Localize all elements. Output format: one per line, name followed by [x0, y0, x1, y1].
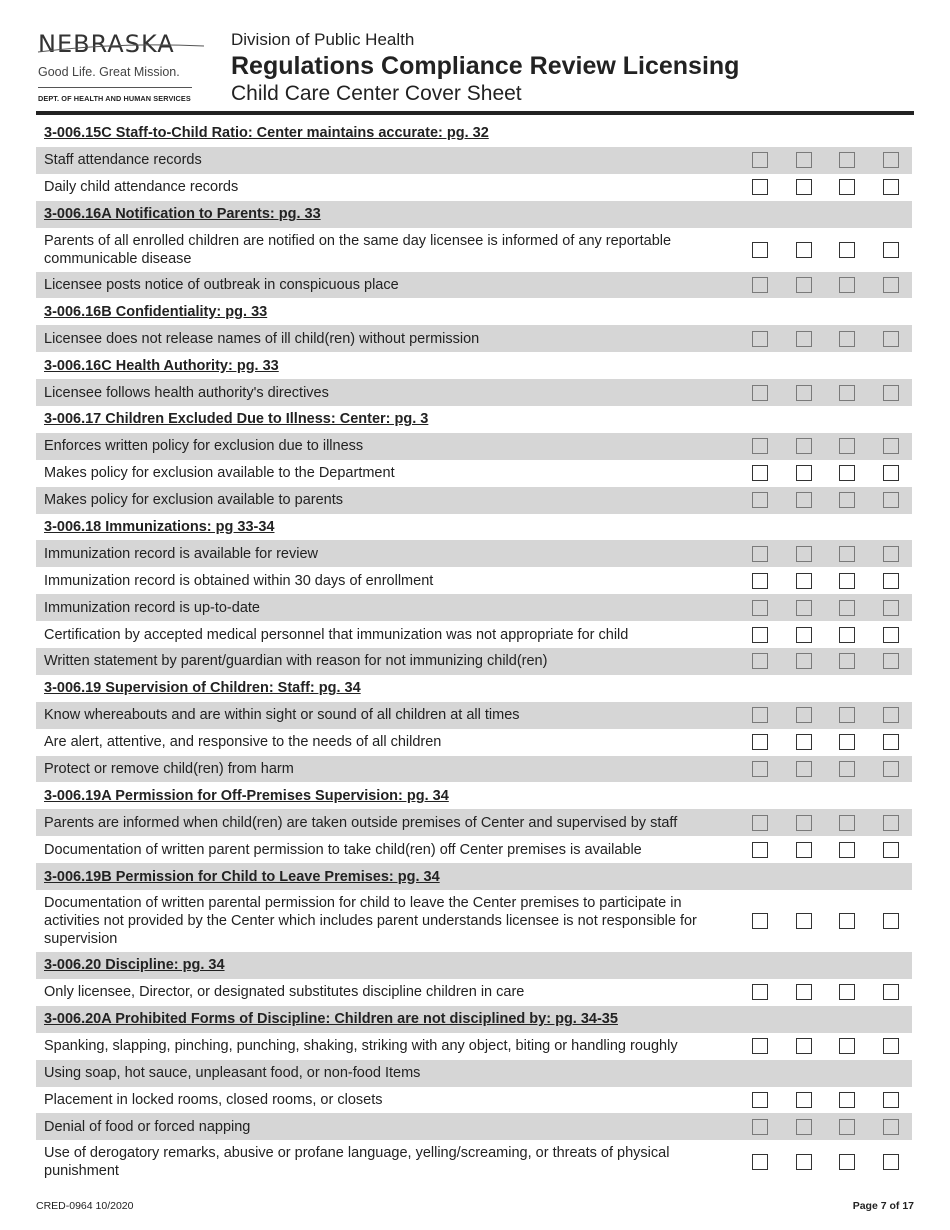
requirement-text: Spanking, slapping, pinching, punching, shaking, striking with any object, biting or handling roughly: [44, 1038, 678, 1055]
compliance-checkbox-4[interactable]: [883, 546, 899, 562]
compliance-checkbox-2[interactable]: [796, 984, 812, 1000]
section-heading: 3-006.19 Supervision of Children: Staff: pg. 34: [44, 680, 361, 697]
compliance-checkbox-1[interactable]: [752, 984, 768, 1000]
compliance-checkbox-1[interactable]: [752, 600, 768, 616]
compliance-checkbox-3[interactable]: [839, 573, 855, 589]
section-heading: 3-006.19A Permission for Off-Premises Supervision: pg. 34: [44, 787, 449, 804]
logo-department: DEPT. OF HEALTH AND HUMAN SERVICES: [38, 94, 191, 103]
section-heading: 3-006.16B Confidentiality: pg. 33: [44, 303, 268, 320]
section-heading: 3-006.16C Health Authority: pg. 33: [44, 357, 279, 374]
compliance-checkbox-1[interactable]: [752, 242, 768, 258]
compliance-checkbox-1[interactable]: [752, 1119, 768, 1135]
requirement-text: Immunization record is up-to-date: [44, 599, 260, 616]
compliance-checkbox-4[interactable]: [883, 465, 899, 481]
compliance-checkbox-2[interactable]: [796, 573, 812, 589]
checkbox-group: [752, 621, 926, 648]
compliance-checkbox-3[interactable]: [839, 438, 855, 454]
compliance-checkbox-1[interactable]: [752, 277, 768, 293]
compliance-checkbox-3[interactable]: [839, 331, 855, 347]
checkbox-group: [752, 890, 926, 952]
compliance-checkbox-1[interactable]: [752, 815, 768, 831]
compliance-checkbox-4[interactable]: [883, 761, 899, 777]
page-title: Regulations Compliance Review Licensing: [231, 52, 740, 80]
section-heading: 3-006.15C Staff-to-Child Ratio: Center maintains accurate: pg. 32: [44, 125, 489, 142]
compliance-checkbox-3[interactable]: [839, 546, 855, 562]
compliance-checkbox-2[interactable]: [796, 600, 812, 616]
compliance-checkbox-2[interactable]: [796, 438, 812, 454]
requirement-text: Licensee posts notice of outbreak in conspicuous place: [44, 277, 399, 293]
checklist-row: [36, 228, 912, 272]
compliance-checkbox-1[interactable]: [752, 1038, 768, 1054]
section-heading-row: [36, 952, 912, 979]
compliance-checkbox-3[interactable]: [839, 842, 855, 858]
requirement-text: Immunization record is available for review: [44, 545, 318, 562]
section-heading-row: [36, 406, 912, 433]
compliance-checkbox-1[interactable]: [752, 438, 768, 454]
logo-wordmark: NEBRASKA: [38, 30, 175, 58]
checklist-row: [36, 567, 912, 594]
checklist-row: [36, 174, 912, 201]
compliance-checkbox-4[interactable]: [883, 242, 899, 258]
compliance-checkbox-1[interactable]: [752, 573, 768, 589]
compliance-checkbox-2[interactable]: [796, 331, 812, 347]
compliance-checkbox-1[interactable]: [752, 913, 768, 929]
compliance-checkbox-3[interactable]: [839, 492, 855, 508]
compliance-checkbox-4[interactable]: [883, 653, 899, 669]
checklist-row: [36, 1113, 912, 1140]
section-heading: 3-006.16A Notification to Parents: pg. 33: [44, 206, 321, 223]
compliance-checkbox-1[interactable]: [752, 492, 768, 508]
checkbox-group: [752, 228, 926, 272]
checkbox-group: [752, 1140, 926, 1184]
compliance-checkbox-3[interactable]: [839, 627, 855, 643]
requirement-text: Licensee does not release names of ill child(ren) without permission: [44, 330, 480, 347]
checklist-row: [36, 648, 912, 675]
compliance-checkbox-3[interactable]: [839, 761, 855, 777]
header-text: [231, 30, 739, 107]
checklist-row: [36, 809, 912, 836]
compliance-checkbox-4[interactable]: [883, 707, 899, 723]
requirement-text: Only licensee, Director, or designated substitutes discipline children in care: [44, 984, 525, 1001]
section-heading-row: [36, 352, 912, 379]
compliance-checkbox-4[interactable]: [883, 152, 899, 168]
checkbox-group: [752, 809, 926, 836]
requirement-text: Placement in locked rooms, closed rooms, or closets: [44, 1091, 383, 1108]
compliance-checkbox-2[interactable]: [796, 385, 812, 401]
compliance-checkbox-3[interactable]: [839, 707, 855, 723]
checkbox-group: [752, 594, 926, 621]
requirement-text: Certification by accepted medical personnel that immunization was not appropriate for child: [44, 626, 629, 643]
compliance-checkbox-4[interactable]: [883, 1154, 899, 1170]
compliance-checkbox-4[interactable]: [883, 331, 899, 347]
compliance-checkbox-2[interactable]: [796, 179, 812, 195]
checkbox-group: [752, 325, 926, 352]
compliance-checkbox-2[interactable]: [796, 242, 812, 258]
section-heading-row: [36, 514, 912, 541]
compliance-checkbox-2[interactable]: [796, 277, 812, 293]
checklist-row: [36, 487, 912, 514]
checklist-row: [36, 272, 912, 299]
compliance-checkbox-1[interactable]: [752, 707, 768, 723]
compliance-checkbox-1[interactable]: [752, 331, 768, 347]
compliance-checkbox-3[interactable]: [839, 152, 855, 168]
compliance-checkbox-4[interactable]: [883, 984, 899, 1000]
compliance-checkbox-3[interactable]: [839, 1092, 855, 1108]
checkbox-group: [752, 1113, 926, 1140]
checklist-row: [36, 979, 912, 1006]
checklist-row: [36, 460, 912, 487]
compliance-checkbox-3[interactable]: [839, 815, 855, 831]
compliance-checkbox-1[interactable]: [752, 546, 768, 562]
compliance-checkbox-1[interactable]: [752, 465, 768, 481]
section-heading: 3-006.20 Discipline: pg. 34: [44, 957, 225, 974]
compliance-checkbox-2[interactable]: [796, 815, 812, 831]
compliance-checkbox-4[interactable]: [883, 913, 899, 929]
checkbox-group: [752, 1087, 926, 1114]
section-heading: 3-006.18 Immunizations: pg 33-34: [44, 519, 275, 536]
page-header: [36, 28, 914, 112]
section-heading-row: [36, 1006, 912, 1033]
requirement-text: Documentation of written parental permission for child to leave the Center premises to participate in activities not provided by the Center which includes parent understands licensee is not responsible for supervision: [44, 895, 697, 948]
requirement-text: Makes policy for exclusion available to parents: [44, 492, 344, 509]
section-heading-row: [36, 298, 912, 325]
checkbox-group: [752, 487, 926, 514]
checkbox-group: [752, 379, 926, 406]
requirement-text: Enforces written policy for exclusion due to illness: [44, 438, 364, 455]
compliance-checkbox-1[interactable]: [752, 1092, 768, 1108]
checklist-row: [36, 594, 912, 621]
compliance-checkbox-4[interactable]: [883, 492, 899, 508]
requirement-text: Using soap, hot sauce, unpleasant food, or non-food Items: [44, 1065, 421, 1082]
checklist-row: [36, 433, 912, 460]
section-heading-row: [36, 782, 912, 809]
compliance-checkbox-2[interactable]: [796, 1038, 812, 1054]
checklist-row: [36, 890, 912, 952]
checkbox-group: [752, 272, 926, 299]
checklist-row: [36, 621, 912, 648]
compliance-checkbox-3[interactable]: [839, 465, 855, 481]
compliance-checkbox-4[interactable]: [883, 179, 899, 195]
compliance-checkbox-4[interactable]: [883, 1038, 899, 1054]
compliance-checkbox-2[interactable]: [796, 653, 812, 669]
compliance-checkbox-1[interactable]: [752, 761, 768, 777]
compliance-checkbox-4[interactable]: [883, 573, 899, 589]
compliance-checkbox-2[interactable]: [796, 707, 812, 723]
checkbox-group: [752, 729, 926, 756]
checklist-row: [36, 1087, 912, 1114]
section-heading-row: [36, 201, 912, 228]
checkbox-group: [752, 174, 926, 201]
compliance-checkbox-3[interactable]: [839, 242, 855, 258]
compliance-checkbox-3[interactable]: [839, 984, 855, 1000]
checkbox-group: [752, 567, 926, 594]
compliance-checkbox-1[interactable]: [752, 627, 768, 643]
requirement-text: Documentation of written parent permission to take child(ren) off Center premises is available: [44, 841, 642, 858]
compliance-checkbox-1[interactable]: [752, 1154, 768, 1170]
section-heading: 3-006.20A Prohibited Forms of Discipline: Children are not disciplined by: pg. 34-35: [44, 1011, 618, 1028]
compliance-checkbox-4[interactable]: [883, 600, 899, 616]
requirement-text: Denial of food or forced napping: [44, 1118, 251, 1135]
compliance-checkbox-4[interactable]: [883, 734, 899, 750]
section-heading: 3-006.19B Permission for Child to Leave Premises: pg. 34: [44, 868, 440, 885]
checkbox-group: [752, 702, 926, 729]
requirement-text: Daily child attendance records: [44, 179, 239, 196]
logo-tagline: Good Life. Great Mission.: [38, 65, 180, 79]
logo-divider: [38, 87, 192, 88]
compliance-checkbox-4[interactable]: [883, 1092, 899, 1108]
checklist-row: [36, 1140, 912, 1184]
requirement-text: Know whereabouts and are within sight or sound of all children at all times: [44, 707, 520, 724]
compliance-checkbox-4[interactable]: [883, 385, 899, 401]
checklist-table: [36, 120, 912, 1184]
compliance-checkbox-4[interactable]: [883, 1119, 899, 1135]
checkbox-group: [752, 1033, 926, 1060]
compliance-checkbox-2[interactable]: [796, 1092, 812, 1108]
compliance-checkbox-2[interactable]: [796, 465, 812, 481]
requirement-text: Written statement by parent/guardian with reason for not immunizing child(ren): [44, 653, 548, 670]
checkbox-group: [752, 147, 926, 174]
compliance-checkbox-2[interactable]: [796, 492, 812, 508]
checkbox-group: [752, 836, 926, 863]
compliance-checkbox-4[interactable]: [883, 277, 899, 293]
checklist-row: [36, 836, 912, 863]
checklist-row: [36, 1060, 912, 1087]
compliance-checkbox-3[interactable]: [839, 1119, 855, 1135]
section-heading-row: [36, 863, 912, 890]
checklist-row: [36, 147, 912, 174]
compliance-checkbox-1[interactable]: [752, 179, 768, 195]
requirement-text: Protect or remove child(ren) from harm: [44, 761, 294, 778]
checklist-row: [36, 702, 912, 729]
compliance-checkbox-4[interactable]: [883, 815, 899, 831]
requirement-text: Immunization record is obtained within 30 days of enrollment: [44, 572, 434, 589]
header-rule: [36, 111, 914, 115]
checkbox-group: [752, 460, 926, 487]
compliance-checkbox-4[interactable]: [883, 627, 899, 643]
compliance-checkbox-3[interactable]: [839, 277, 855, 293]
checkbox-group: [752, 756, 926, 783]
compliance-checkbox-2[interactable]: [796, 842, 812, 858]
nebraska-dhhs-logo: [36, 28, 206, 108]
requirement-text: Parents are informed when child(ren) are taken outside premises of Center and supervised by staff: [44, 814, 678, 831]
requirement-text: Licensee follows health authority's directives: [44, 384, 329, 401]
compliance-checkbox-1[interactable]: [752, 385, 768, 401]
section-heading-row: [36, 675, 912, 702]
checklist-row: [36, 729, 912, 756]
compliance-checkbox-2[interactable]: [796, 761, 812, 777]
compliance-checkbox-3[interactable]: [839, 734, 855, 750]
compliance-checkbox-3[interactable]: [839, 385, 855, 401]
compliance-checkbox-1[interactable]: [752, 152, 768, 168]
checkbox-group: [752, 979, 926, 1006]
requirement-text: Use of derogatory remarks, abusive or profane language, yelling/screaming, or threats of physical punishment: [44, 1145, 670, 1180]
checklist-row: [36, 756, 912, 783]
compliance-checkbox-2[interactable]: [796, 152, 812, 168]
checkbox-group: [752, 433, 926, 460]
checklist-row: [36, 379, 912, 406]
compliance-checkbox-2[interactable]: [796, 546, 812, 562]
compliance-checkbox-2[interactable]: [796, 1154, 812, 1170]
compliance-checkbox-1[interactable]: [752, 734, 768, 750]
compliance-checkbox-1[interactable]: [752, 842, 768, 858]
requirement-text: Makes policy for exclusion available to the Department: [44, 465, 395, 482]
requirement-text: Parents of all enrolled children are notified on the same day licensee is informed of any reportable communicable disease: [44, 232, 672, 267]
compliance-checkbox-2[interactable]: [796, 627, 812, 643]
requirement-text: Staff attendance records: [44, 152, 202, 169]
compliance-checkbox-3[interactable]: [839, 1038, 855, 1054]
logo-swoosh-icon: [36, 38, 206, 58]
page-number: Page 7 of 17: [852, 1200, 914, 1212]
compliance-checkbox-3[interactable]: [839, 913, 855, 929]
checkbox-group: [752, 648, 926, 675]
compliance-checkbox-1[interactable]: [752, 653, 768, 669]
compliance-checkbox-2[interactable]: [796, 913, 812, 929]
form-id: CRED-0964 10/2020: [36, 1200, 134, 1212]
compliance-checkbox-3[interactable]: [839, 653, 855, 669]
compliance-checkbox-4[interactable]: [883, 842, 899, 858]
compliance-checkbox-2[interactable]: [796, 734, 812, 750]
compliance-checkbox-3[interactable]: [839, 1154, 855, 1170]
division-name: Division of Public Health: [231, 30, 415, 49]
checklist-row: [36, 1033, 912, 1060]
checklist-row: [36, 325, 912, 352]
compliance-checkbox-3[interactable]: [839, 600, 855, 616]
checklist-row: [36, 540, 912, 567]
compliance-checkbox-3[interactable]: [839, 179, 855, 195]
section-heading-row: [36, 120, 912, 147]
checkbox-group: [752, 540, 926, 567]
page-subtitle: Child Care Center Cover Sheet: [231, 82, 522, 105]
requirement-text: Are alert, attentive, and responsive to the needs of all children: [44, 734, 442, 751]
section-heading: 3-006.17 Children Excluded Due to Illness: Center: pg. 3: [44, 411, 429, 428]
compliance-checkbox-2[interactable]: [796, 1119, 812, 1135]
compliance-checkbox-4[interactable]: [883, 438, 899, 454]
